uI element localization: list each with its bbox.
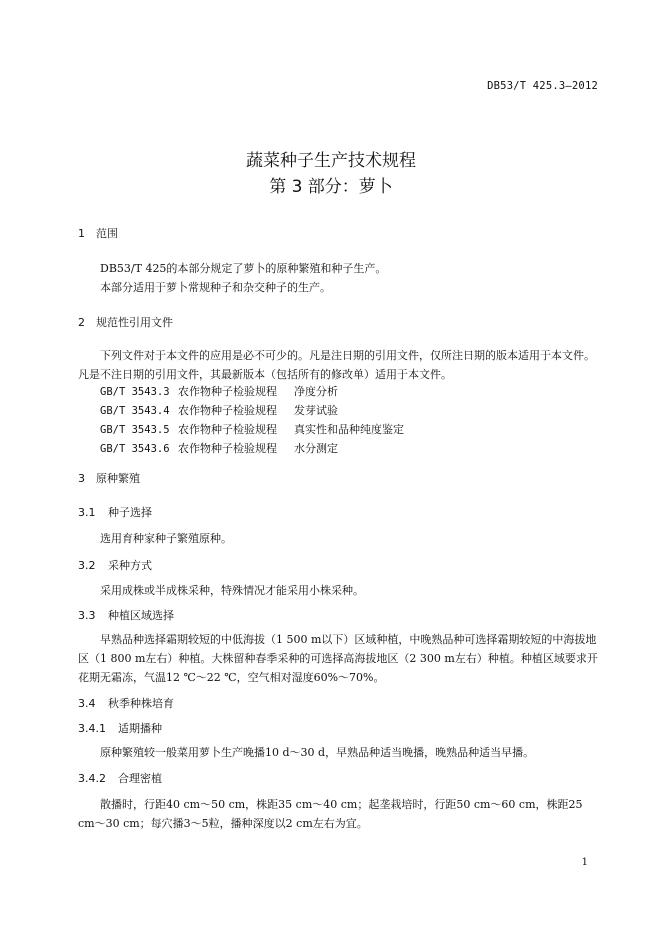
reference-item — [100, 421, 404, 437]
section-title: 原种繁殖 — [96, 472, 140, 485]
page-number: 1 — [581, 857, 588, 868]
reference-topic: 真实性和品种纯度鉴定 — [294, 423, 404, 436]
section-3-4-1-paragraph: 原种繁殖较一般菜用萝卜生产晚播10 d～30 d，早熟品种适当晚播，晚熟品种适当早播。 — [100, 746, 535, 759]
reference-code: GB/T 3543.6 — [100, 443, 170, 455]
section-2-heading — [78, 314, 173, 330]
section-3-4-1-heading — [78, 720, 162, 736]
reference-topic: 发芽试验 — [294, 404, 338, 417]
reference-code: GB/T 3543.3 — [100, 386, 170, 398]
reference-item — [100, 383, 338, 399]
section-3-4-heading — [78, 695, 174, 711]
section-3-3-heading — [78, 607, 174, 623]
section-number: 3.3 — [78, 609, 96, 622]
reference-standard: 农作物种子检验规程 — [178, 404, 277, 417]
standard-code-header: DB53/T 425.3—2012 — [487, 80, 598, 92]
reference-topic: 水分测定 — [294, 442, 338, 455]
section-3-4-2-heading — [78, 770, 162, 786]
section-title: 种植区域选择 — [108, 609, 174, 622]
reference-topic: 净度分析 — [294, 385, 338, 398]
section-1-heading — [78, 225, 118, 241]
section-3-4-2-paragraph: 散播时，行距40 cm～50 cm，株距35 cm～40 cm；起垄栽培时，行距50 cm～60 cm，株距25 cm～30 cm；每穴播3～5粒，播种深度以2 cm左右为宜。 — [78, 798, 583, 830]
section-number: 3 — [78, 472, 85, 485]
section-3-1-paragraph: 选用育种家种子繁殖原种。 — [100, 532, 232, 545]
section-title: 采种方式 — [108, 559, 152, 572]
reference-standard: 农作物种子检验规程 — [178, 385, 277, 398]
section-title: 种子选择 — [108, 506, 152, 519]
section-title: 适期播种 — [118, 722, 162, 735]
section-title: 合理密植 — [118, 772, 162, 785]
reference-code: GB/T 3543.5 — [100, 424, 170, 436]
reference-item — [100, 440, 338, 456]
section-3-2-heading — [78, 557, 152, 573]
reference-item — [100, 402, 338, 418]
section-3-heading — [78, 470, 140, 486]
section-3-2-paragraph: 采用成株或半成株采种，特殊情况才能采用小株采种。 — [100, 584, 364, 597]
reference-standard: 农作物种子检验规程 — [178, 442, 277, 455]
section-title: 规范性引用文件 — [96, 316, 173, 329]
section-title: 秋季种株培育 — [108, 697, 174, 710]
section-3-3-paragraph: 早熟品种选择霜期较短的中低海拔（1 500 m以下）区域种植，中晚熟品种可选择霜期较短的中海拔地区（1 800 m左右）种植。大株留种春季采种的可选择高海拔地区（2 300 m左右）种植。种植区域要求开花期无霜冻，气温12 ℃～22 ℃，空气相对湿度60%～70%。 — [78, 633, 598, 684]
section-number: 3.4.1 — [78, 722, 106, 735]
section-number: 1 — [78, 227, 85, 240]
section-number: 3.2 — [78, 559, 96, 572]
section-1-paragraph-1: DB53/T 425的本部分规定了萝卜的原种繁殖和种子生产。 — [100, 262, 387, 275]
section-3-1-heading — [78, 504, 152, 520]
section-title: 范围 — [96, 227, 118, 240]
reference-code: GB/T 3543.4 — [100, 405, 170, 417]
document-title: 蔬菜种子生产技术规程 — [246, 151, 416, 171]
document-subtitle: 第 3 部分：萝卜 — [269, 177, 393, 197]
section-number: 3.4.2 — [78, 772, 106, 785]
section-1-paragraph-2: 本部分适用于萝卜常规种子和杂交种子的生产。 — [100, 281, 331, 294]
section-2-paragraph: 下列文件对于本文件的应用是必不可少的。凡是注日期的引用文件，仅所注日期的版本适用于本文件。凡是不注日期的引用文件，其最新版本（包括所有的修改单）适用于本文件。 — [78, 349, 595, 381]
section-number: 3.4 — [78, 697, 96, 710]
reference-standard: 农作物种子检验规程 — [178, 423, 277, 436]
section-number: 2 — [78, 316, 85, 329]
section-number: 3.1 — [78, 506, 96, 519]
